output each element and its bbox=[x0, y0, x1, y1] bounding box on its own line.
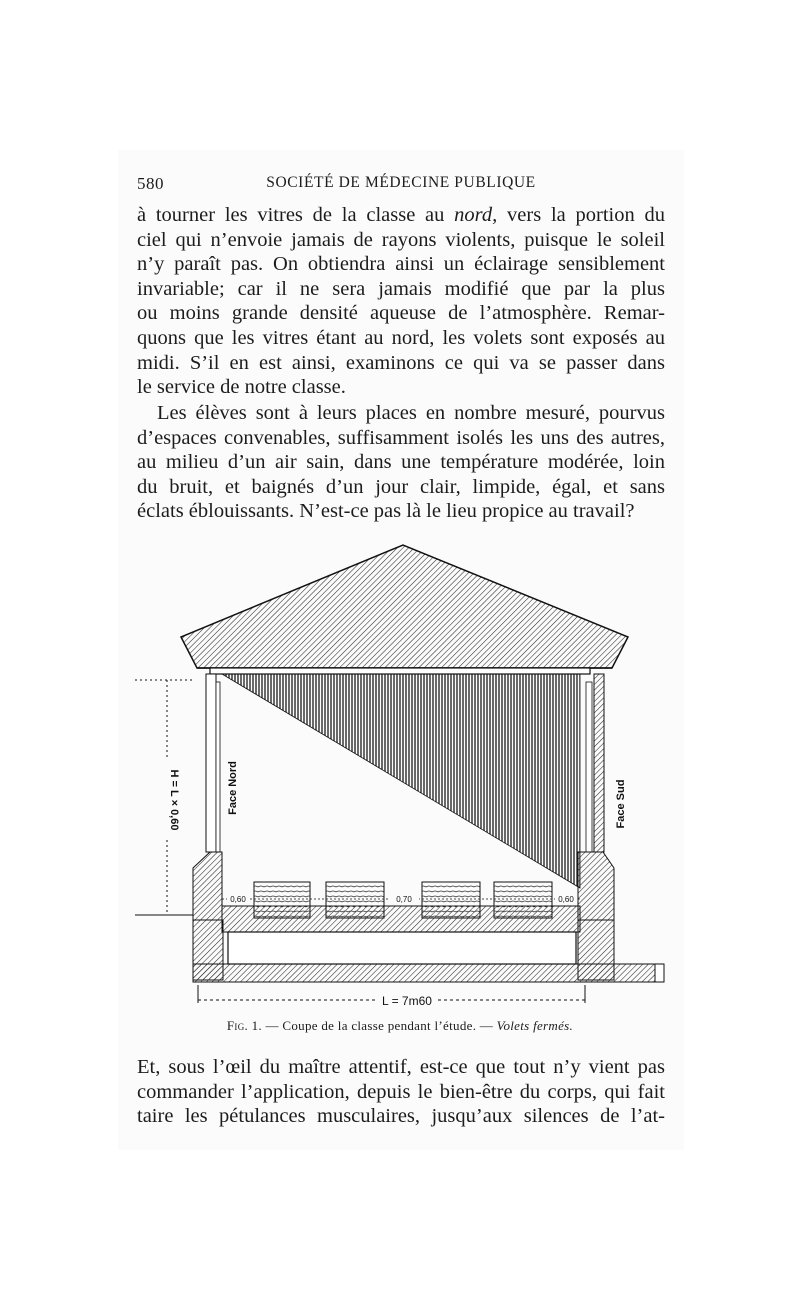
text-line: Les élèves sont à leurs places en nombre mesuré, pourvus bbox=[157, 402, 665, 424]
caption-italic: Volets fermés. bbox=[496, 1018, 574, 1033]
text-line: d’espaces convenables, suffisamment isolés les uns des autres, bbox=[137, 426, 665, 449]
north-wall bbox=[193, 674, 223, 980]
paragraph-3 bbox=[137, 1055, 665, 1129]
text-line: au milieu d’un air sain, dans une température modérée, loin bbox=[137, 451, 665, 474]
dim-label-center: 0,70 bbox=[396, 895, 412, 904]
text-line: invariable; car il ne sera jamais modifié que par la plus bbox=[137, 277, 665, 300]
text-line: éclats éblouissants. N’est-ce pas là le lieu propice au travail? bbox=[137, 500, 635, 523]
text-line: ciel qui n’envoie jamais de rayons violents, puisque le soleil bbox=[137, 228, 665, 251]
light-shadow-region bbox=[222, 674, 580, 888]
figure-caption bbox=[0, 1018, 800, 1034]
paragraph-1 bbox=[137, 203, 665, 400]
south-wall bbox=[578, 674, 614, 980]
text-line: Et, sous l’œil du maître attentif, est-ce que tout n’y vient pas bbox=[137, 1056, 665, 1078]
face-sud-label: Face Sud bbox=[615, 779, 627, 829]
emphasis-nord: nord, bbox=[454, 204, 498, 226]
roof bbox=[181, 545, 628, 668]
width-label: L = 7m60 bbox=[382, 994, 432, 1008]
running-title: SOCIÉTÉ DE MÉDECINE PUBLIQUE bbox=[266, 174, 536, 191]
caption-text: — Coupe de la classe pendant l’étude. — bbox=[261, 1018, 497, 1033]
running-header bbox=[137, 174, 665, 196]
text-line: commander l’application, depuis le bien-être du corps, qui fait bbox=[137, 1080, 665, 1103]
text-line: le service de notre classe. bbox=[137, 376, 346, 399]
page-number: 580 bbox=[137, 174, 164, 193]
dim-label-left: 0,60 bbox=[230, 895, 246, 904]
text-line: n’y paraît pas. On obtiendra ainsi un éclairage sensiblement bbox=[137, 253, 665, 276]
classroom-section-figure bbox=[128, 540, 678, 1010]
text-line: taire les pétulances musculaires, jusqu’aux silences de l’at- bbox=[137, 1105, 665, 1128]
ceiling-beam bbox=[210, 668, 590, 674]
face-nord-label: Face Nord bbox=[227, 761, 239, 815]
text-line: du bruit, et baignés d’un jour clair, limpide, égal, et sans bbox=[137, 475, 665, 498]
text-line: à tourner les vitres de la classe au nord, vers la portion du bbox=[137, 204, 665, 226]
text-line: ou moins grande densité aqueuse de l’atmosphère. Remar- bbox=[137, 302, 665, 325]
text-line: quons que les vitres étant au nord, les volets sont exposés au bbox=[137, 326, 665, 349]
height-label: H = L × 0,60 bbox=[168, 769, 180, 831]
text-line: midi. S’il en est ainsi, examinons ce qui va se passer dans bbox=[137, 351, 665, 374]
caption-figure-number: Fig. 1. bbox=[226, 1018, 262, 1033]
dim-label-right: 0,60 bbox=[558, 895, 574, 904]
paragraph-2 bbox=[137, 401, 665, 524]
